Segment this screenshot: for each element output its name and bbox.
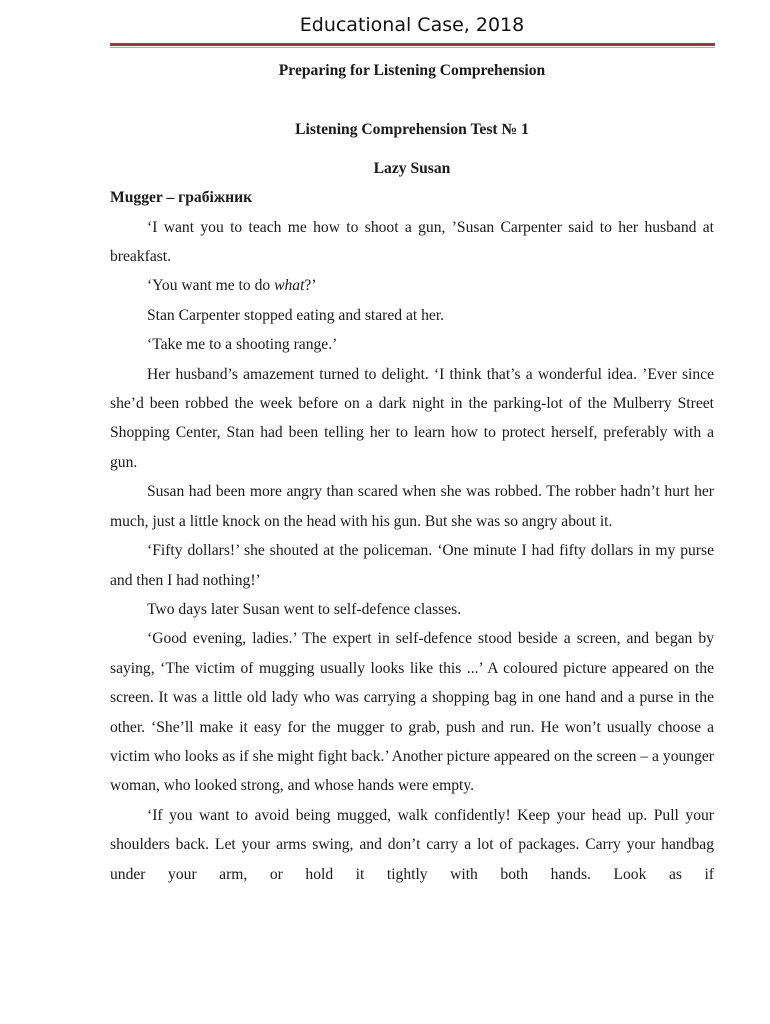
header-rule-thin: [110, 47, 715, 48]
paragraph: ‘If you want to avoid being mugged, walk confidently! Keep your head up. Pull your shoulders back. Let your arms swing, and don’t carry a lot of packages. Carry your handbag under your arm, or hold it tightly with both hands. Look as if: [110, 806, 714, 883]
header-rule: [110, 43, 715, 46]
paragraph: Two days later Susan went to self-defence classes.: [147, 600, 462, 618]
paragraph: Her husband’s amazement turned to delight. ‘I think that’s a wonderful idea. ’Ever since she’d been robbed the week before on a dark night in the parking-lot of the Mulberry Street Shopping Center, Stan had been telling her to learn how to protect herself, preferably with a gun.: [110, 365, 714, 471]
vocab-note: Mugger – грабіжник: [110, 189, 253, 207]
paragraph: ‘I want you to teach me how to shoot a gun, ’Susan Carpenter said to her husband at breakfast.: [110, 218, 714, 266]
page-body: [110, 56, 714, 889]
paragraph: ‘Good evening, ladies.’ The expert in self-defence stood beside a screen, and began by saying, ‘The victim of mugging usually looks like this ...’ A coloured picture appeared on the screen. It was a little old lady who was carrying a shopping bag in one hand and a purse in the other. ‘She’ll make it easy for the mugger to grab, push and run. He won’t usually choose a victim who looks as if she might fight back.’ Another picture appeared on the screen – a younger woman, who looked strong, and whose hands were empty.: [110, 630, 714, 795]
paragraph: Stan Carpenter stopped eating and stared at her.: [147, 306, 445, 324]
section-title: Preparing for Listening Comprehension: [278, 62, 546, 79]
paragraph: Susan had been more angry than scared when she was robbed. The robber hadn’t hurt her much, just a little knock on the head with his gun. But she was so angry about it.: [110, 483, 714, 530]
running-header: Educational Case, 2018: [299, 14, 525, 36]
test-title: Listening Comprehension Test № 1: [295, 121, 529, 139]
paragraph: ‘Fifty dollars!’ she shouted at the policeman. ‘One minute I had fifty dollars in my purse and then I had nothing!’: [110, 542, 714, 589]
paragraph: ‘Take me to a shooting range.’: [147, 336, 338, 354]
paragraph-text: ‘You want me to do: [147, 277, 275, 295]
story-title: Lazy Susan: [373, 159, 451, 177]
emphasis-text: what: [274, 277, 305, 295]
paragraph-text: ?’: [304, 277, 317, 295]
paragraph: [110, 271, 714, 300]
